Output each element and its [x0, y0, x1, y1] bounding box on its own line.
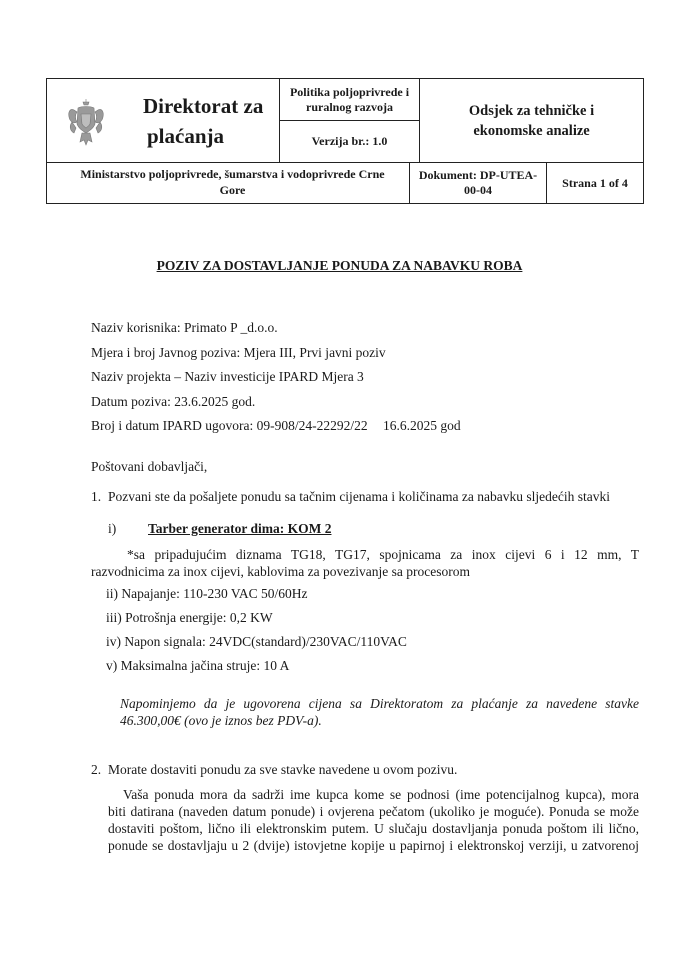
project-name: Naziv projekta – Naziv investicije IPARD Mjera 3: [91, 369, 364, 384]
item1-description: [91, 546, 639, 580]
department-line2: ekonomske analize: [473, 122, 590, 139]
spec-power-supply: ii) Napajanje: 110-230 VAC 50/60Hz: [106, 586, 308, 601]
item2-paragraph-line2: biti datirana (naveden datum ponude) i ovjerena pečatom (ukoliko je moguće). Ponuda se može: [108, 804, 639, 819]
org-name-line2: plaćanja: [147, 123, 225, 148]
document-id-line2: 00-04: [464, 183, 492, 197]
document-header-table: [46, 78, 644, 204]
item1-description-line2: razvodnicima za inox cijevi, kablovima za povezivanje sa procesorom: [91, 564, 470, 579]
version-text: Verzija br.: 1.0: [311, 134, 388, 148]
sub-item-i-label: i): [108, 521, 117, 536]
org-name-line1: Direktorat za: [143, 93, 264, 118]
contract-date: 16.6.2025 god: [383, 418, 461, 433]
policy-cell: [280, 79, 420, 121]
spec-max-current: v) Maksimalna jačina struje: 10 A: [106, 658, 290, 673]
document-info-cell: [410, 163, 644, 204]
item2-paragraph-line1: Vaša ponuda mora da sadrži ime kupca kome se podnosi (ime potencijalnog kupca), mora: [123, 787, 639, 802]
coat-of-arms-logo: [66, 98, 106, 148]
price-note-line2: 46.300,00€ (ovo je iznos bez PDV-a).: [120, 713, 322, 728]
item2-paragraph-line4: ponude se dostavljaju u 2 (dvije) istovjetne kopije u papirnoj i elektronskoj verziji, u zatvorenoj: [108, 838, 639, 853]
department-line1: Odsjek za tehničke i: [468, 102, 595, 119]
spec-energy-consumption: iii) Potrošnja energije: 0,2 KW: [106, 610, 273, 625]
call-date: Datum poziva: 23.6.2025 god.: [91, 394, 256, 409]
item2-number: 2.: [91, 762, 102, 777]
ministry-line2: Gore: [219, 183, 246, 197]
item1-text: Pozvani ste da pošaljete ponudu sa tačnim cijenama i količinama za nabavku sljedećih stavki: [108, 489, 610, 504]
ministry-line1: Ministarstvo poljoprivrede, šumarstva i vodoprivrede Crne: [80, 167, 385, 181]
ministry-cell: [47, 163, 385, 204]
beneficiary-name: Naziv korisnika: Primato P _d.o.o.: [91, 320, 278, 335]
spec-signal-voltage: iv) Napon signala: 24VDC(standard)/230VAC/110VAC: [106, 634, 407, 649]
price-note: [120, 695, 639, 729]
version-cell: [280, 121, 420, 163]
item2-text: Morate dostaviti ponudu za sve stavke navedene u ovom pozivu.: [108, 762, 458, 777]
item2-paragraph-line3: dostaviti poštom, lično ili elektronskim putem. U slučaju dostavljanja ponuda poštom ili lično,: [108, 821, 639, 836]
contract-number: Broj i datum IPARD ugovora: 09-908/24-22292/22: [91, 418, 368, 433]
item2-paragraph: [108, 786, 639, 854]
greeting: Poštovani dobavljači,: [91, 459, 208, 474]
item1-description-line1: *sa pripadujućim diznama TG18, TG17, spojnicama za inox cijevi 6 i 12 mm, T: [127, 547, 639, 562]
sub-item-i-title: Tarber generator dima: KOM 2: [148, 521, 332, 536]
department-cell: [420, 79, 644, 163]
price-note-line1: Napominjemo da je ugovorena cijena sa Direktoratom za plaćanje za navedene stavke: [120, 696, 639, 711]
measure-call: Mjera i broj Javnog poziva: Mjera III, Prvi javni poziv: [91, 345, 386, 360]
document-title: POZIV ZA DOSTAVLJANJE PONUDA ZA NABAVKU ROBA: [156, 258, 523, 273]
item1-number: 1.: [91, 489, 102, 504]
policy-line2: ruralnog razvoja: [306, 99, 393, 114]
page-number: Strana 1 of 4: [562, 175, 628, 190]
policy-line1: Politika poljoprivrede i: [289, 84, 410, 99]
document-id-line1: Dokument: DP-UTEA-: [418, 168, 538, 182]
